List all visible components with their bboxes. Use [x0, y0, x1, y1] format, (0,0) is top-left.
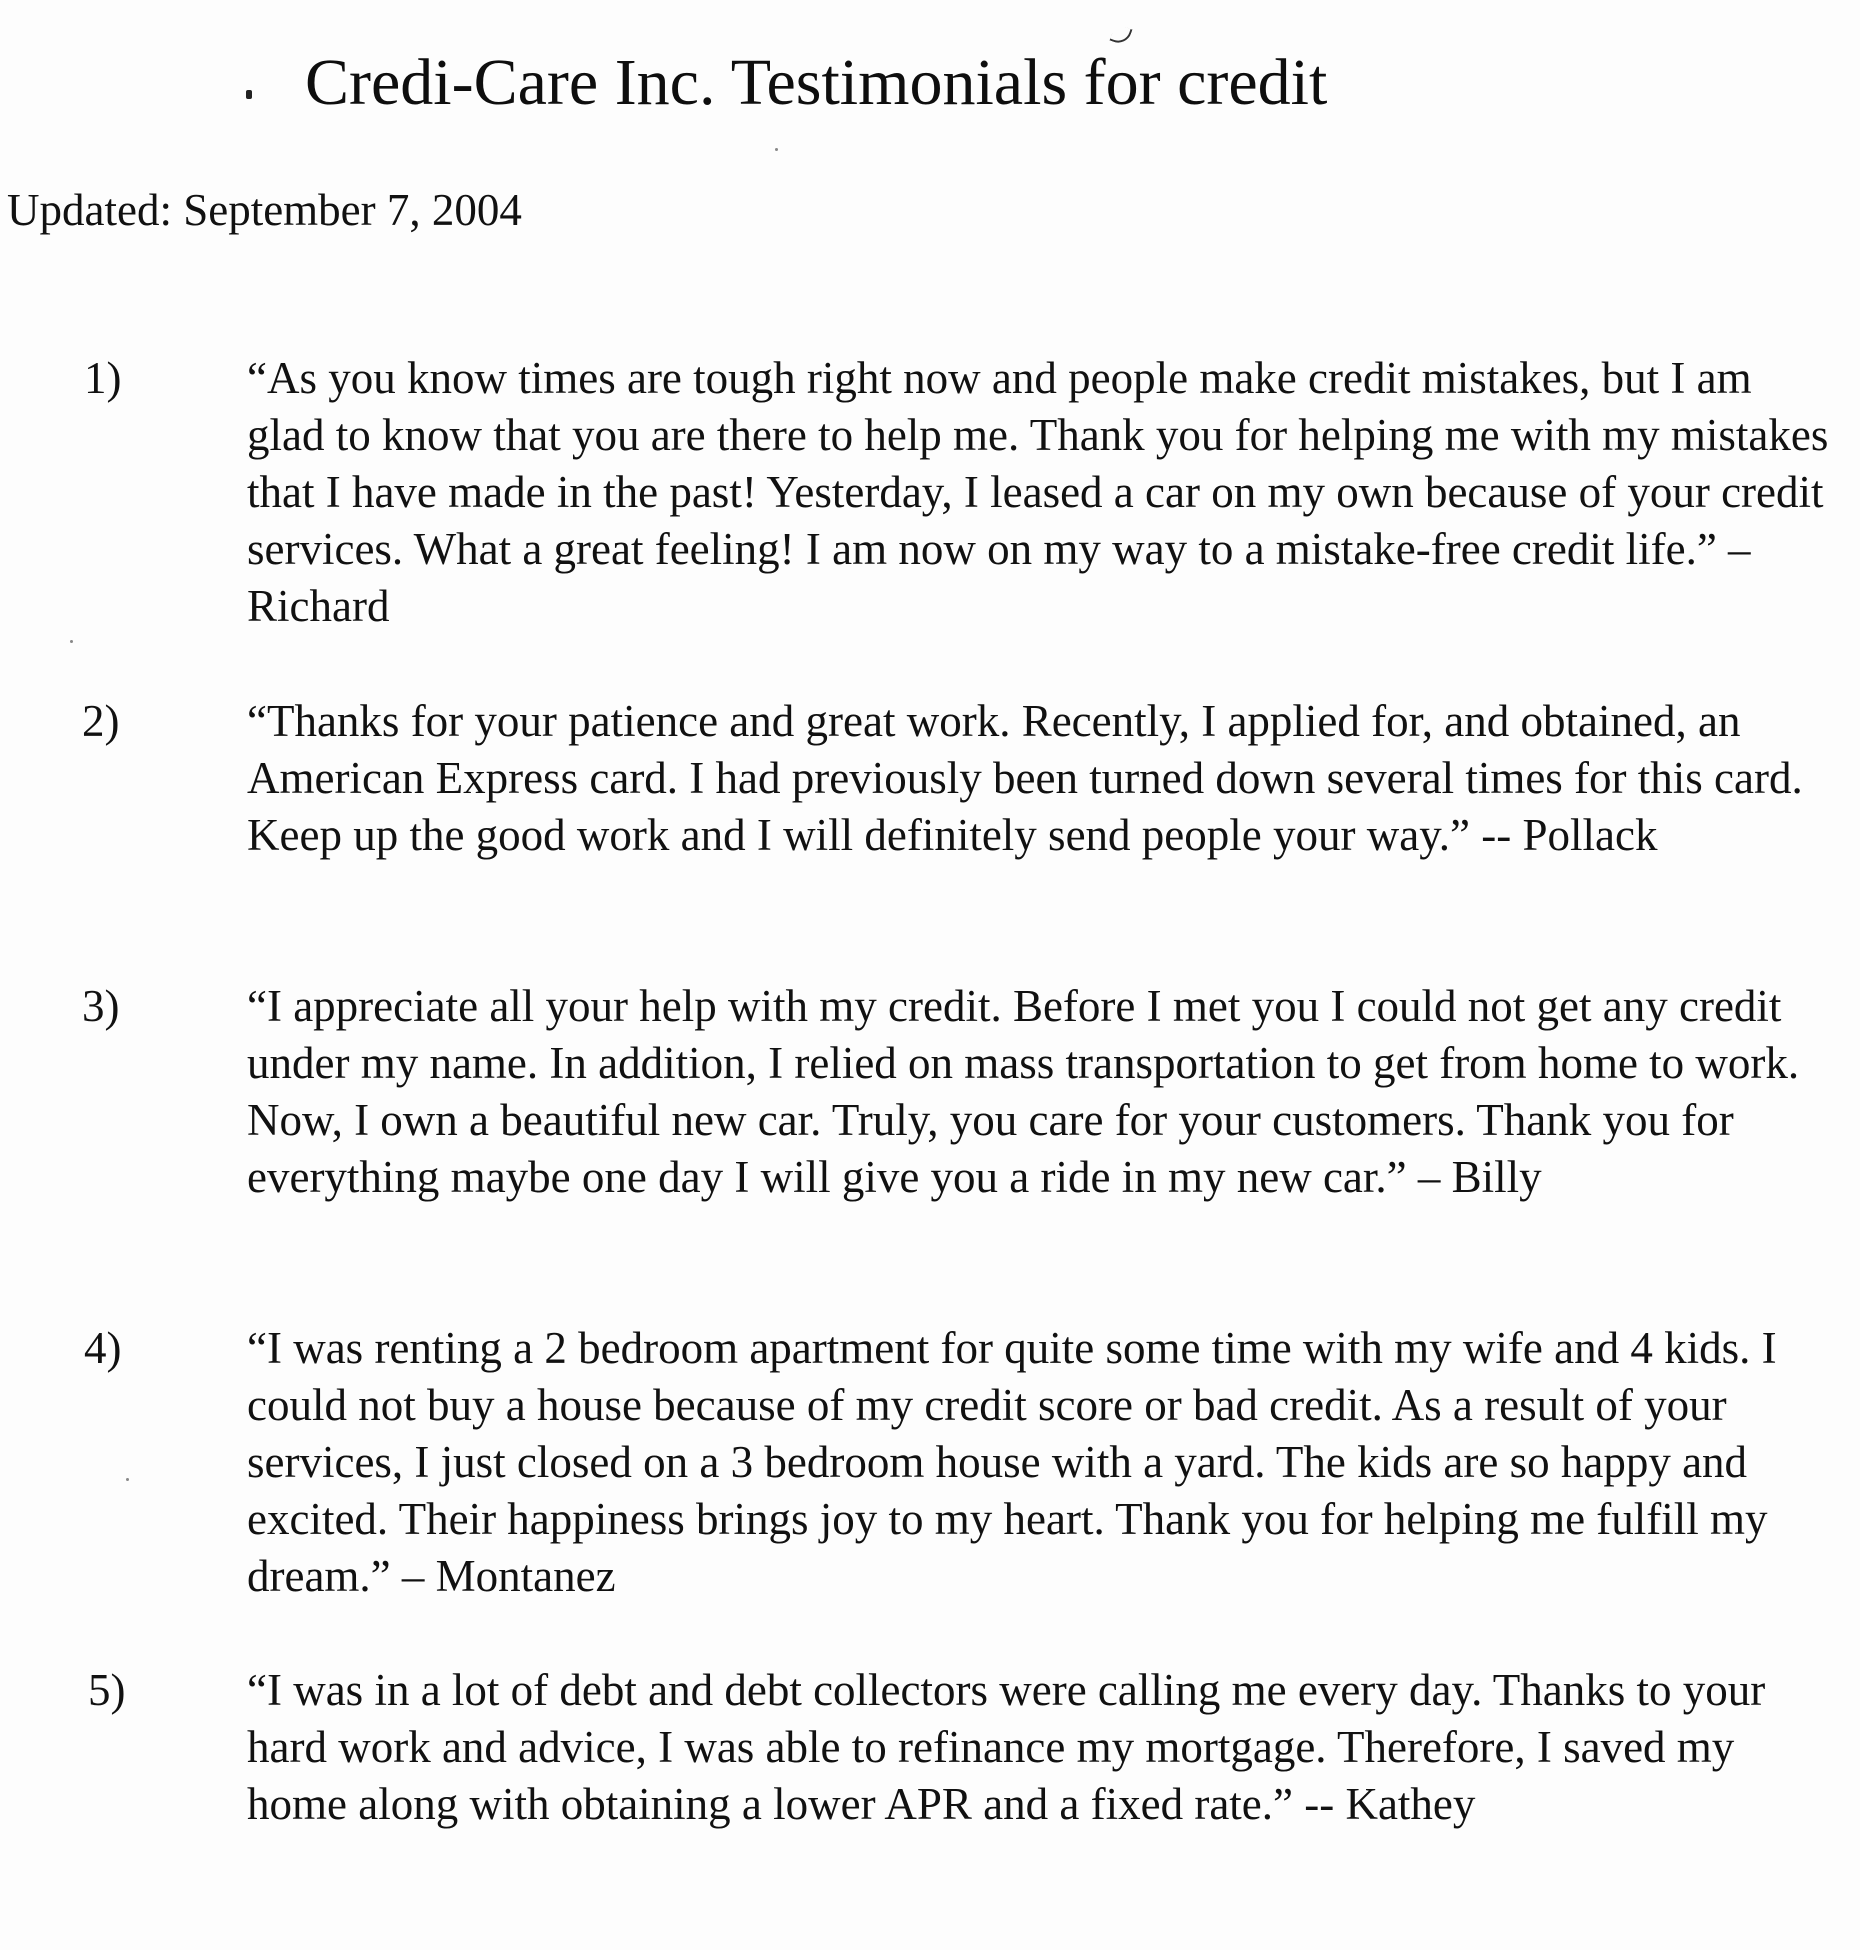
- testimonial-text: “Thanks for your patience and great work. Recently, I applied for, and obtained, an American Express card. I had previously been turned down several times for this card. Keep up the good work and I will definitely send people your way.” -- Pollack: [247, 696, 1803, 860]
- stray-mark: [246, 90, 252, 99]
- testimonial-number: 3): [82, 981, 120, 1031]
- scan-speck: [70, 640, 73, 643]
- testimonial-text: “As you know times are tough right now and people make credit mistakes, but I am glad to know that you are there to help me. Thank you for helping me with my mistakes that I have made in the past! Yesterday, I leased a car on my own because of your credit services. What a great feeling! I am now on my way to a mistake-free credit life.” – Richard: [247, 353, 1829, 631]
- testimonial-number: 1): [84, 353, 122, 403]
- testimonial-text: “I was in a lot of debt and debt collectors were calling me every day. Thanks to your hard work and advice, I was able to refinance my mortgage. Therefore, I saved my home along with obtaining a lower APR and a fixed rate.” -- Kathey: [247, 1665, 1766, 1829]
- testimonial-number: 4): [84, 1323, 122, 1373]
- testimonial-number: 5): [88, 1665, 126, 1715]
- page-title: Credi-Care Inc. Testimonials for credit: [305, 46, 1328, 119]
- testimonial-text: “I appreciate all your help with my credit. Before I met you I could not get any credit under my name. In addition, I relied on mass transportation to get from home to work. Now, I own a beautiful new car. Truly, you care for your customers. Thank you for everything maybe one day I will give you a ride in my new car.” – Billy: [247, 981, 1800, 1202]
- scan-speck: [126, 1478, 129, 1481]
- testimonial-text: “I was renting a 2 bedroom apartment for quite some time with my wife and 4 kids. I could not buy a house because of my credit score or bad credit. As a result of your services, I just closed on a 3 bedroom house with a yard. The kids are so happy and excited. Their happiness brings joy to my heart. Thank you for helping me fulfill my dream.” – Montanez: [247, 1323, 1777, 1601]
- testimonial-number: 2): [82, 696, 120, 746]
- scan-speck: [775, 148, 778, 151]
- updated-date: Updated: September 7, 2004: [7, 185, 522, 235]
